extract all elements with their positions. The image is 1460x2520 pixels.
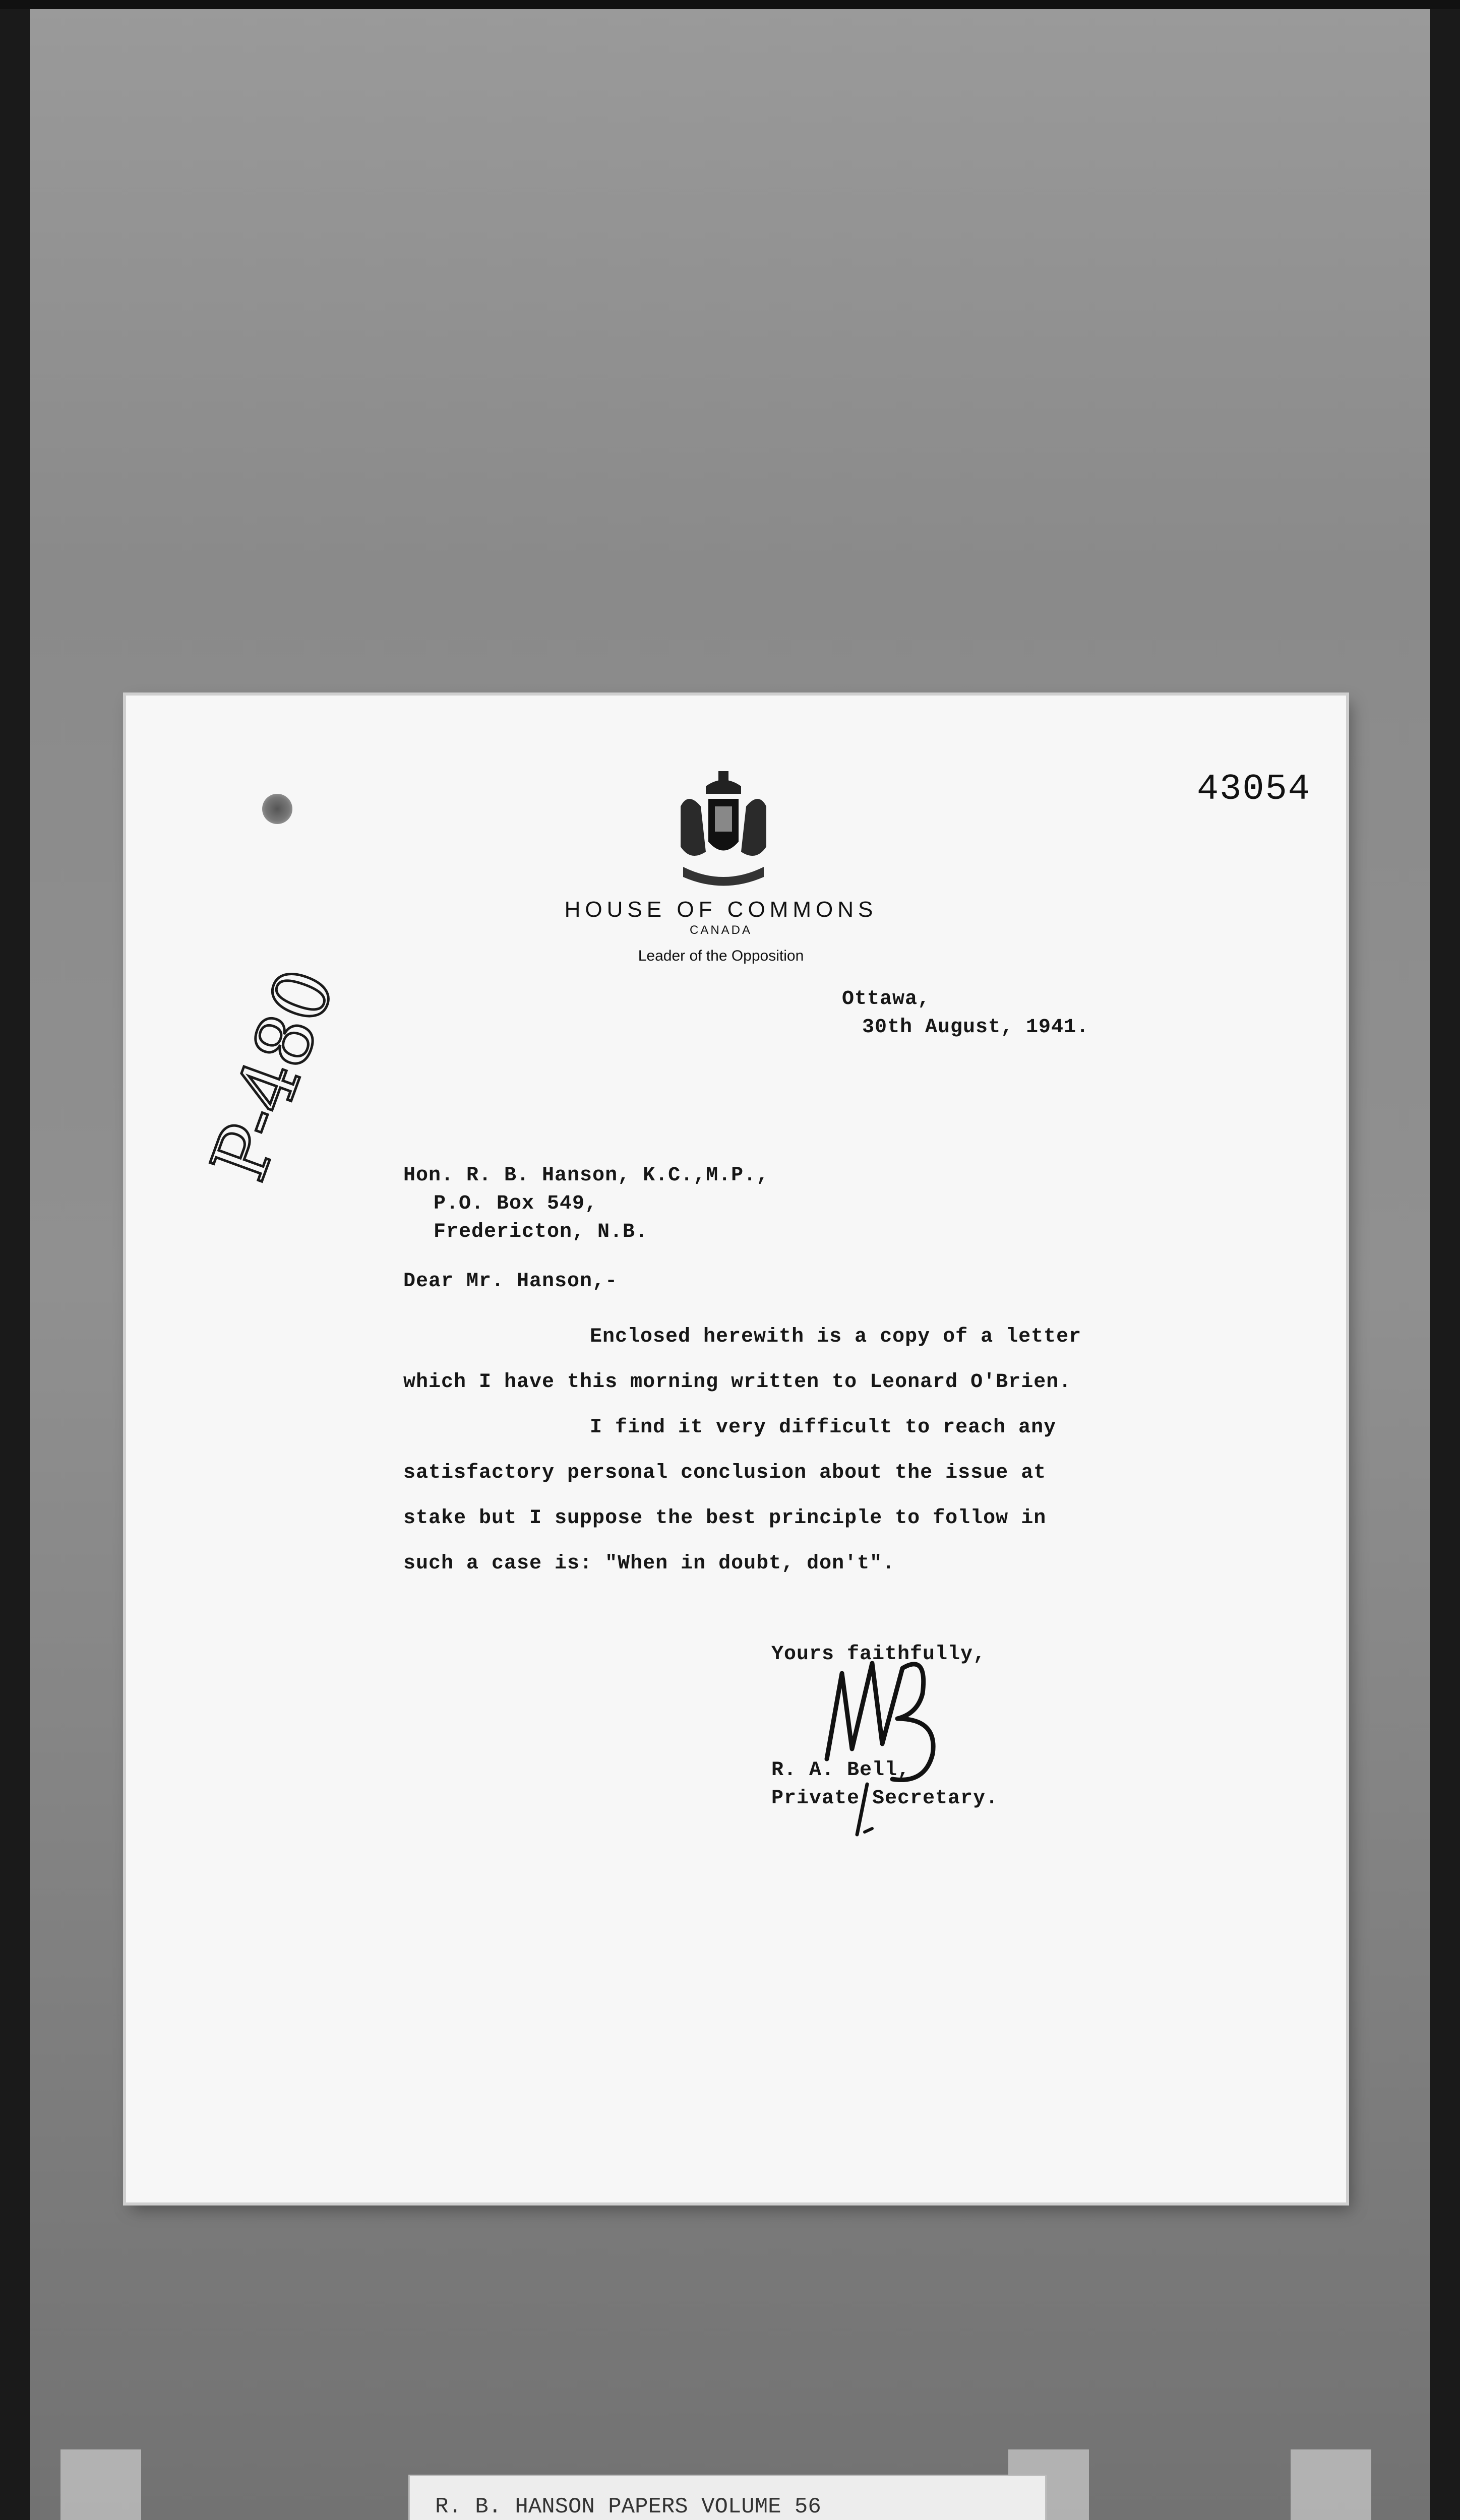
letter-page bbox=[126, 696, 1346, 2202]
body-line-4: satisfactory personal conclusion about the issue at bbox=[403, 1462, 1047, 1484]
archive-label-text: R. B. HANSON PAPERS VOLUME 56 bbox=[435, 2494, 821, 2519]
tape-right bbox=[1291, 2449, 1371, 2520]
film-edge-right bbox=[1430, 0, 1460, 2520]
letterhead-country: CANADA bbox=[689, 923, 753, 937]
handwritten-note-text: P-480 bbox=[195, 958, 352, 1192]
signer-title: Private Secretary. bbox=[771, 1787, 999, 1810]
body-line-2: which I have this morning written to Leonard O'Brien. bbox=[403, 1371, 1072, 1394]
body-line-3: I find it very difficult to reach any bbox=[590, 1416, 1057, 1439]
closing: Yours faithfully, bbox=[771, 1643, 986, 1666]
date: 30th August, 1941. bbox=[862, 1016, 1089, 1039]
letterhead-house: HOUSE OF COMMONS bbox=[564, 897, 878, 922]
tape-left bbox=[60, 2449, 141, 2520]
punch-hole bbox=[262, 794, 292, 824]
letterhead-office: Leader of the Opposition bbox=[638, 948, 804, 964]
address-line-2: P.O. Box 549, bbox=[434, 1192, 598, 1215]
film-edge-left bbox=[0, 0, 30, 2520]
address-line-1: Hon. R. B. Hanson, K.C.,M.P., bbox=[403, 1164, 769, 1187]
handwritten-note bbox=[195, 942, 393, 1205]
film-edge-top bbox=[0, 0, 1460, 9]
salutation: Dear Mr. Hanson,- bbox=[403, 1270, 618, 1293]
signer-name: R. A. Bell, bbox=[771, 1759, 910, 1782]
place: Ottawa, bbox=[842, 988, 931, 1011]
coat-of-arms-icon bbox=[671, 771, 776, 892]
document-number: 43054 bbox=[1196, 769, 1311, 810]
body-line-1: Enclosed herewith is a copy of a letter bbox=[590, 1326, 1082, 1348]
body-line-5: stake but I suppose the best principle to follow in bbox=[403, 1507, 1047, 1530]
address-line-3: Fredericton, N.B. bbox=[434, 1221, 648, 1243]
signature bbox=[797, 1633, 1008, 1845]
body-line-6: such a case is: "When in doubt, don't". bbox=[403, 1552, 895, 1575]
archive-label bbox=[408, 2475, 1047, 2520]
